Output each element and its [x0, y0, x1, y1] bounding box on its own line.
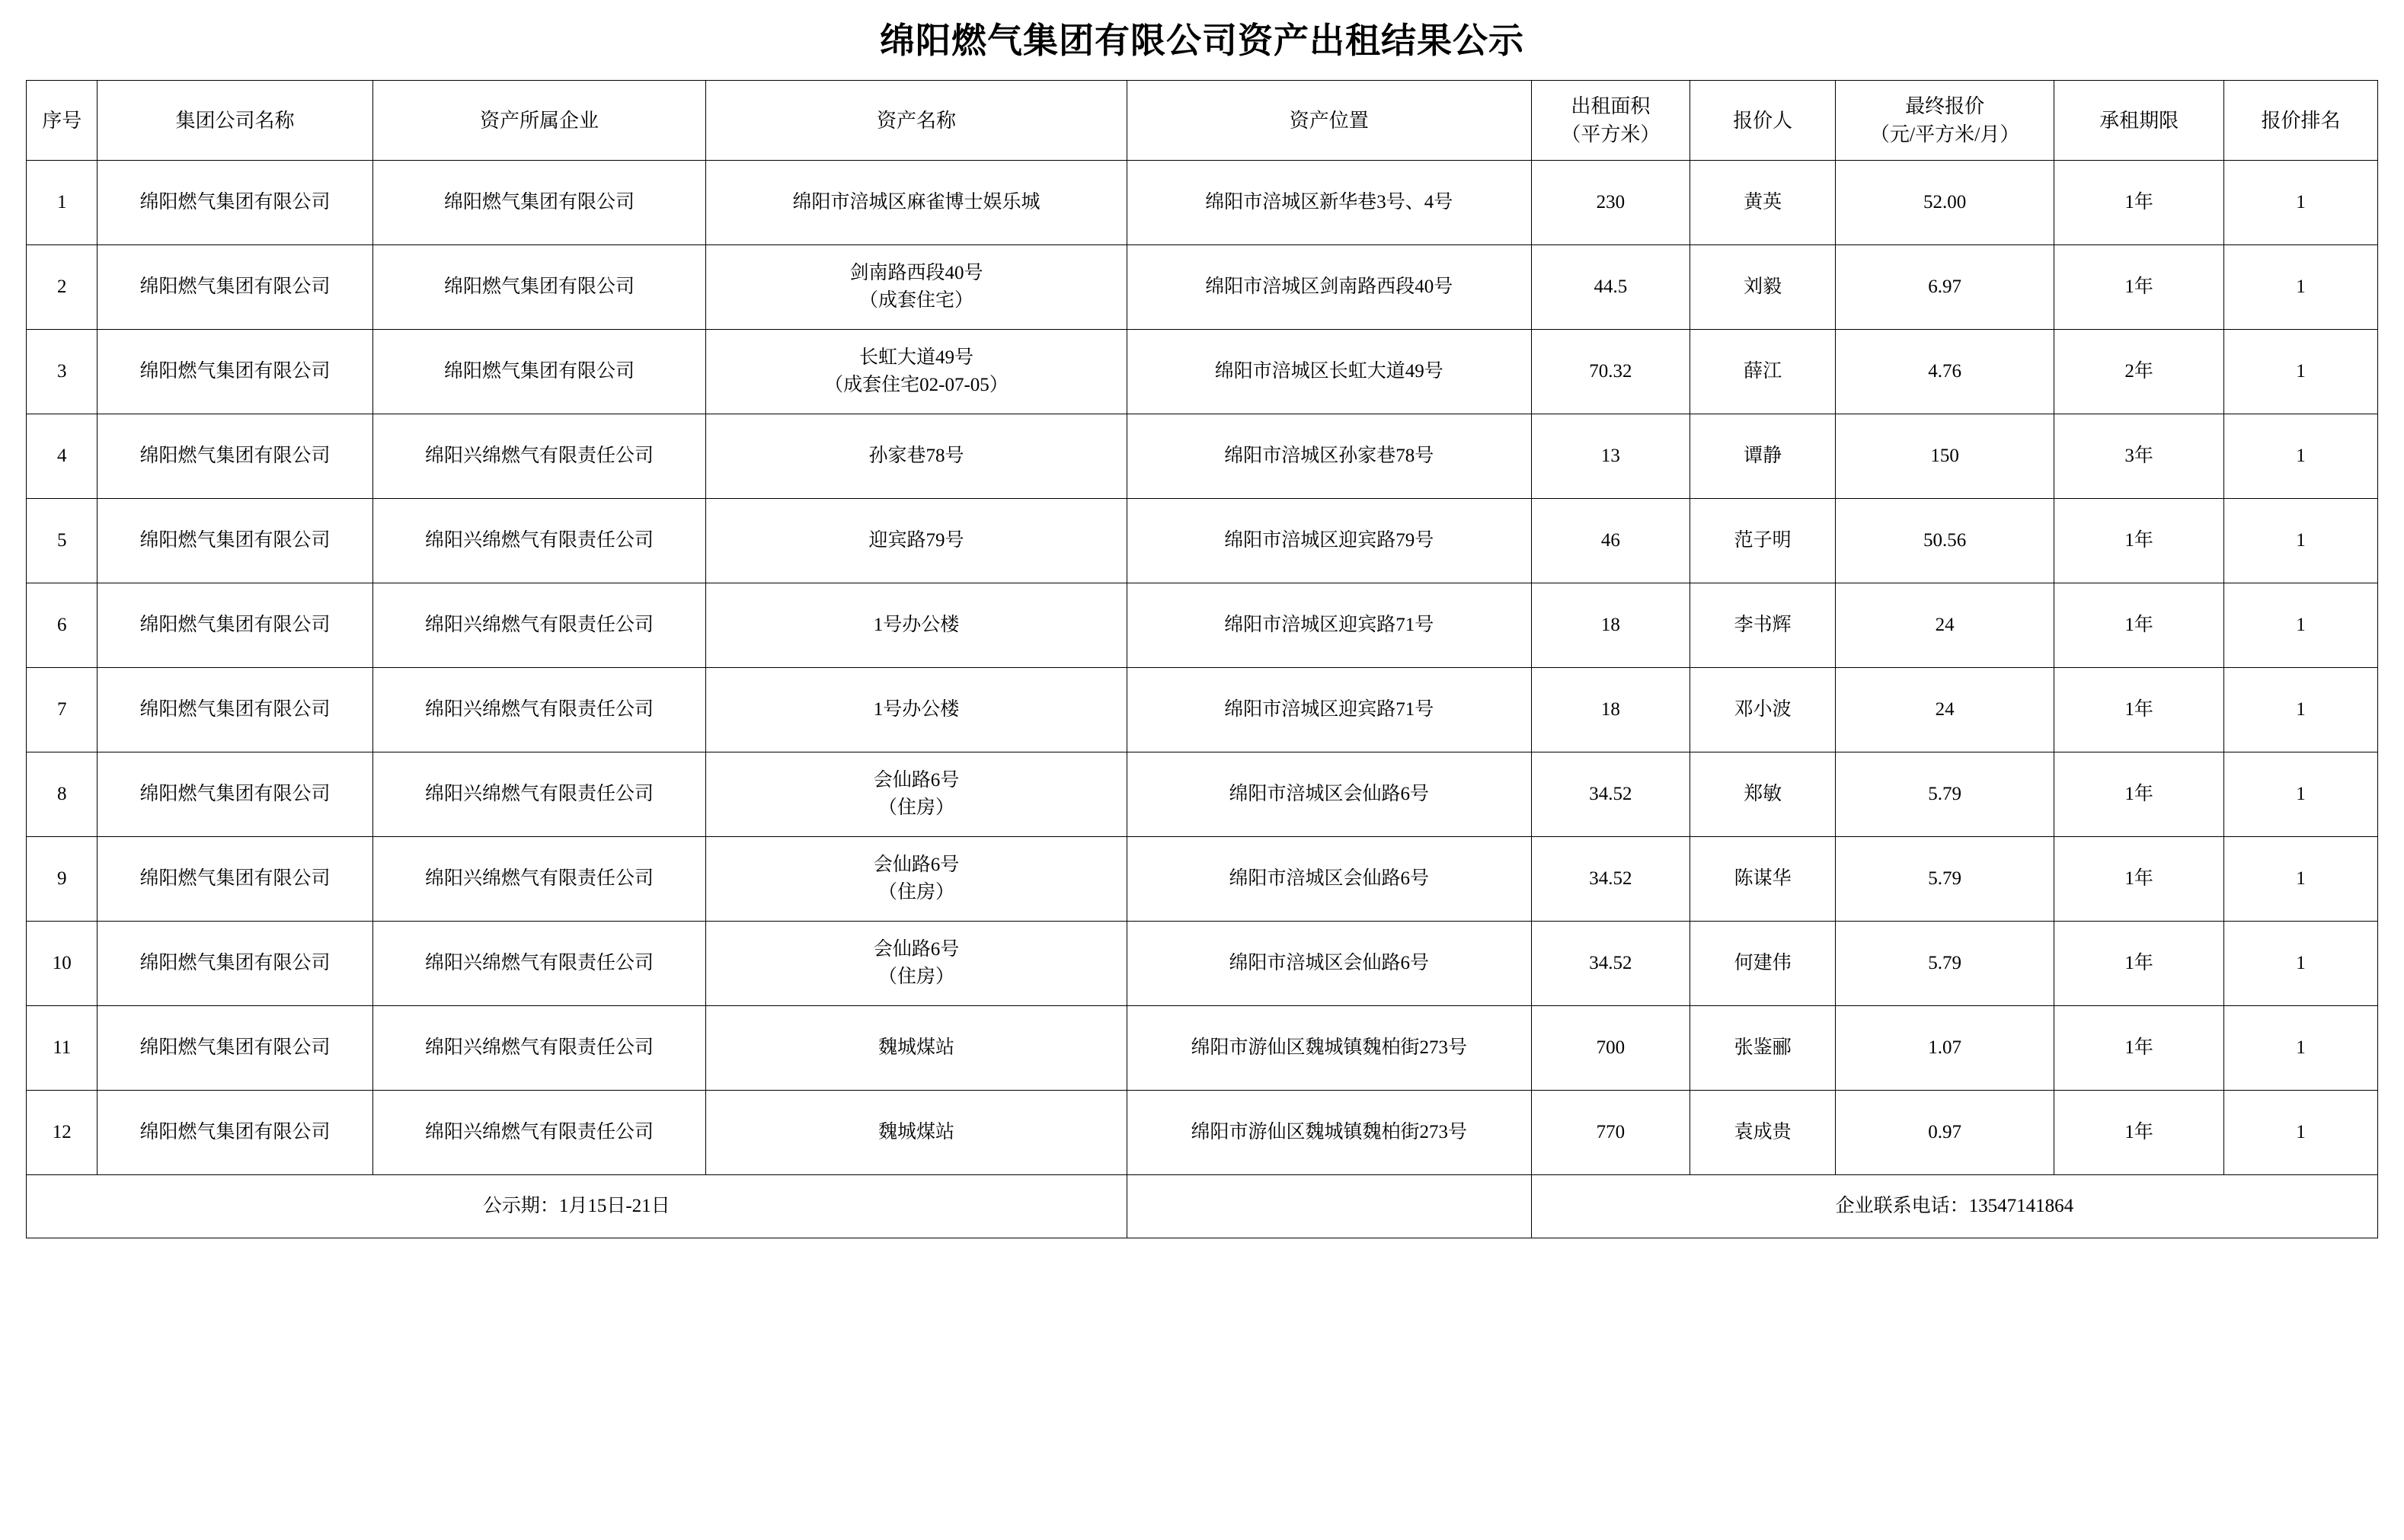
cell-rent-area: 34.52 — [1531, 752, 1690, 837]
cell-lease-term: 1年 — [2054, 161, 2224, 245]
cell-final-price: 52.00 — [1836, 161, 2054, 245]
table-row — [27, 414, 2378, 499]
cell-seq: 2 — [27, 245, 98, 330]
cell-seq: 5 — [27, 499, 98, 583]
cell-seq: 3 — [27, 330, 98, 414]
table-row — [27, 752, 2378, 837]
cell-seq: 1 — [27, 161, 98, 245]
table-row — [27, 330, 2378, 414]
cell-bid-rank: 1 — [2224, 330, 2378, 414]
table-row — [27, 922, 2378, 1006]
cell-seq: 9 — [27, 837, 98, 922]
cell-bid-rank: 1 — [2224, 245, 2378, 330]
cell-rent-area: 70.32 — [1531, 330, 1690, 414]
cell-bid-rank: 1 — [2224, 583, 2378, 668]
contact-phone-text: 企业联系电话：13547141864 — [1531, 1175, 2377, 1238]
cell-asset-location: 绵阳市游仙区魏城镇魏柏街273号 — [1127, 1091, 1531, 1175]
cell-owner-enterprise: 绵阳兴绵燃气有限责任公司 — [372, 837, 706, 922]
cell-seq: 10 — [27, 922, 98, 1006]
cell-asset-name-line2: （住房） — [878, 882, 954, 903]
cell-group-company: 绵阳燃气集团有限公司 — [98, 752, 372, 837]
cell-final-price: 5.79 — [1836, 752, 2054, 837]
cell-group-company: 绵阳燃气集团有限公司 — [98, 583, 372, 668]
cell-asset-name-line1: 剑南路西段40号 — [849, 262, 983, 283]
cell-rent-area: 44.5 — [1531, 245, 1690, 330]
cell-owner-enterprise: 绵阳兴绵燃气有限责任公司 — [372, 922, 706, 1006]
cell-owner-enterprise: 绵阳兴绵燃气有限责任公司 — [372, 583, 706, 668]
cell-final-price: 5.79 — [1836, 837, 2054, 922]
cell-seq: 11 — [27, 1006, 98, 1091]
cell-final-price: 50.56 — [1836, 499, 2054, 583]
cell-bidder: 薛江 — [1690, 330, 1836, 414]
cell-bidder: 邓小波 — [1690, 668, 1836, 752]
cell-final-price: 5.79 — [1836, 922, 2054, 1006]
cell-asset-name — [706, 330, 1127, 414]
cell-seq: 7 — [27, 668, 98, 752]
cell-group-company: 绵阳燃气集团有限公司 — [98, 668, 372, 752]
cell-owner-enterprise: 绵阳兴绵燃气有限责任公司 — [372, 668, 706, 752]
cell-asset-name — [706, 414, 1127, 499]
cell-rent-area: 13 — [1531, 414, 1690, 499]
cell-lease-term: 1年 — [2054, 1091, 2224, 1175]
cell-asset-name — [706, 752, 1127, 837]
column-header-bid-rank: 报价排名 — [2224, 81, 2378, 161]
cell-owner-enterprise: 绵阳兴绵燃气有限责任公司 — [372, 414, 706, 499]
cell-asset-location: 绵阳市涪城区新华巷3号、4号 — [1127, 161, 1531, 245]
cell-owner-enterprise: 绵阳燃气集团有限公司 — [372, 161, 706, 245]
cell-asset-name — [706, 499, 1127, 583]
cell-rent-area: 34.52 — [1531, 837, 1690, 922]
cell-bidder: 何建伟 — [1690, 922, 1836, 1006]
cell-bid-rank: 1 — [2224, 161, 2378, 245]
cell-group-company: 绵阳燃气集团有限公司 — [98, 414, 372, 499]
cell-lease-term: 1年 — [2054, 922, 2224, 1006]
table-header-row — [27, 81, 2378, 161]
cell-bid-rank: 1 — [2224, 1006, 2378, 1091]
cell-asset-location: 绵阳市涪城区会仙路6号 — [1127, 752, 1531, 837]
table-row — [27, 583, 2378, 668]
footer-spacer-cell — [1127, 1175, 1531, 1238]
column-header-lease-term: 承租期限 — [2054, 81, 2224, 161]
table-row — [27, 668, 2378, 752]
cell-asset-name — [706, 245, 1127, 330]
cell-group-company: 绵阳燃气集团有限公司 — [98, 161, 372, 245]
column-header-rent-area-line2: （平方米） — [1561, 123, 1661, 146]
cell-lease-term: 1年 — [2054, 245, 2224, 330]
cell-asset-name-line1: 迎宾路79号 — [868, 530, 964, 551]
cell-rent-area: 700 — [1531, 1006, 1690, 1091]
cell-owner-enterprise: 绵阳燃气集团有限公司 — [372, 245, 706, 330]
cell-asset-name — [706, 1091, 1127, 1175]
cell-final-price: 150 — [1836, 414, 2054, 499]
cell-lease-term: 2年 — [2054, 330, 2224, 414]
cell-asset-name-line1: 会仙路6号 — [873, 938, 960, 960]
cell-lease-term: 1年 — [2054, 499, 2224, 583]
cell-asset-location: 绵阳市涪城区迎宾路71号 — [1127, 668, 1531, 752]
table-row — [27, 245, 2378, 330]
cell-group-company: 绵阳燃气集团有限公司 — [98, 1091, 372, 1175]
cell-final-price: 24 — [1836, 668, 2054, 752]
cell-group-company: 绵阳燃气集团有限公司 — [98, 499, 372, 583]
cell-rent-area: 230 — [1531, 161, 1690, 245]
column-header-group-company: 集团公司名称 — [98, 81, 372, 161]
cell-asset-name-line1: 会仙路6号 — [873, 769, 960, 791]
cell-rent-area: 18 — [1531, 583, 1690, 668]
column-header-rent-area-line1: 出租面积 — [1571, 94, 1651, 117]
cell-asset-location: 绵阳市涪城区迎宾路79号 — [1127, 499, 1531, 583]
table-row — [27, 1091, 2378, 1175]
cell-lease-term: 1年 — [2054, 583, 2224, 668]
cell-asset-name-line2: （成套住宅02-07-05） — [824, 375, 1009, 396]
publicity-period-text: 公示期：1月15日-21日 — [27, 1175, 1127, 1238]
cell-bidder: 袁成贵 — [1690, 1091, 1836, 1175]
column-header-rent-area — [1531, 81, 1690, 161]
cell-asset-name-line2: （住房） — [878, 797, 954, 819]
cell-asset-name-line1: 孙家巷78号 — [868, 446, 964, 467]
cell-asset-location: 绵阳市涪城区会仙路6号 — [1127, 922, 1531, 1006]
cell-owner-enterprise: 绵阳兴绵燃气有限责任公司 — [372, 499, 706, 583]
cell-group-company: 绵阳燃气集团有限公司 — [98, 922, 372, 1006]
cell-asset-name — [706, 583, 1127, 668]
table-row — [27, 837, 2378, 922]
cell-bid-rank: 1 — [2224, 668, 2378, 752]
cell-asset-name-line1: 魏城煤站 — [878, 1037, 954, 1059]
cell-asset-location: 绵阳市涪城区剑南路西段40号 — [1127, 245, 1531, 330]
cell-lease-term: 1年 — [2054, 668, 2224, 752]
cell-bid-rank: 1 — [2224, 414, 2378, 499]
footer-row — [27, 1175, 2378, 1238]
cell-asset-name — [706, 922, 1127, 1006]
cell-asset-name — [706, 668, 1127, 752]
column-header-asset-name: 资产名称 — [706, 81, 1127, 161]
table-row — [27, 1006, 2378, 1091]
cell-rent-area: 770 — [1531, 1091, 1690, 1175]
cell-final-price: 1.07 — [1836, 1006, 2054, 1091]
cell-final-price: 0.97 — [1836, 1091, 2054, 1175]
cell-asset-location: 绵阳市涪城区迎宾路71号 — [1127, 583, 1531, 668]
table-row — [27, 499, 2378, 583]
cell-bidder: 范子明 — [1690, 499, 1836, 583]
cell-bidder: 黄英 — [1690, 161, 1836, 245]
cell-bidder: 张鉴郦 — [1690, 1006, 1836, 1091]
cell-asset-name — [706, 161, 1127, 245]
cell-final-price: 24 — [1836, 583, 2054, 668]
column-header-final-price — [1836, 81, 2054, 161]
cell-bidder: 郑敏 — [1690, 752, 1836, 837]
cell-bid-rank: 1 — [2224, 837, 2378, 922]
cell-asset-name-line1: 魏城煤站 — [878, 1122, 954, 1143]
cell-asset-name-line1: 绵阳市涪城区麻雀博士娱乐城 — [792, 192, 1041, 213]
cell-bid-rank: 1 — [2224, 1091, 2378, 1175]
cell-final-price: 4.76 — [1836, 330, 2054, 414]
cell-lease-term: 1年 — [2054, 1006, 2224, 1091]
cell-rent-area: 34.52 — [1531, 922, 1690, 1006]
table-row — [27, 161, 2378, 245]
cell-group-company: 绵阳燃气集团有限公司 — [98, 330, 372, 414]
column-header-asset-location: 资产位置 — [1127, 81, 1531, 161]
table-footer — [27, 1175, 2378, 1238]
cell-lease-term: 1年 — [2054, 752, 2224, 837]
column-header-owner-enterprise: 资产所属企业 — [372, 81, 706, 161]
cell-group-company: 绵阳燃气集团有限公司 — [98, 245, 372, 330]
cell-final-price: 6.97 — [1836, 245, 2054, 330]
cell-lease-term: 3年 — [2054, 414, 2224, 499]
column-header-final-price-line1: 最终报价 — [1905, 94, 1985, 117]
asset-rental-results-table — [26, 80, 2378, 1238]
cell-seq: 4 — [27, 414, 98, 499]
cell-bidder: 李书辉 — [1690, 583, 1836, 668]
cell-bidder: 谭静 — [1690, 414, 1836, 499]
cell-asset-name-line2: （住房） — [878, 966, 954, 988]
cell-owner-enterprise: 绵阳燃气集团有限公司 — [372, 330, 706, 414]
cell-owner-enterprise: 绵阳兴绵燃气有限责任公司 — [372, 1091, 706, 1175]
cell-bidder: 刘毅 — [1690, 245, 1836, 330]
cell-rent-area: 46 — [1531, 499, 1690, 583]
cell-group-company: 绵阳燃气集团有限公司 — [98, 837, 372, 922]
table-header — [27, 81, 2378, 161]
cell-asset-name-line1: 1号办公楼 — [873, 615, 960, 636]
table-body — [27, 161, 2378, 1175]
cell-owner-enterprise: 绵阳兴绵燃气有限责任公司 — [372, 752, 706, 837]
cell-group-company: 绵阳燃气集团有限公司 — [98, 1006, 372, 1091]
cell-rent-area: 18 — [1531, 668, 1690, 752]
cell-asset-name-line1: 长虹大道49号 — [858, 347, 973, 368]
cell-asset-name — [706, 1006, 1127, 1091]
cell-seq: 12 — [27, 1091, 98, 1175]
cell-asset-location: 绵阳市涪城区会仙路6号 — [1127, 837, 1531, 922]
cell-owner-enterprise: 绵阳兴绵燃气有限责任公司 — [372, 1006, 706, 1091]
cell-bidder: 陈谋华 — [1690, 837, 1836, 922]
cell-asset-name — [706, 837, 1127, 922]
cell-seq: 8 — [27, 752, 98, 837]
cell-bid-rank: 1 — [2224, 752, 2378, 837]
page-title: 绵阳燃气集团有限公司资产出租结果公示 — [880, 21, 1524, 60]
cell-asset-name-line1: 1号办公楼 — [873, 699, 960, 720]
column-header-seq: 序号 — [27, 81, 98, 161]
cell-asset-location: 绵阳市涪城区孙家巷78号 — [1127, 414, 1531, 499]
cell-bid-rank: 1 — [2224, 499, 2378, 583]
column-header-final-price-line2: （元/平方米/月） — [1869, 123, 2020, 146]
cell-asset-name-line1: 会仙路6号 — [873, 854, 960, 875]
cell-asset-name-line2: （成套住宅） — [858, 290, 973, 312]
cell-asset-location: 绵阳市游仙区魏城镇魏柏街273号 — [1127, 1006, 1531, 1091]
column-header-bidder: 报价人 — [1690, 81, 1836, 161]
cell-lease-term: 1年 — [2054, 837, 2224, 922]
cell-asset-location: 绵阳市涪城区长虹大道49号 — [1127, 330, 1531, 414]
cell-bid-rank: 1 — [2224, 922, 2378, 1006]
cell-seq: 6 — [27, 583, 98, 668]
